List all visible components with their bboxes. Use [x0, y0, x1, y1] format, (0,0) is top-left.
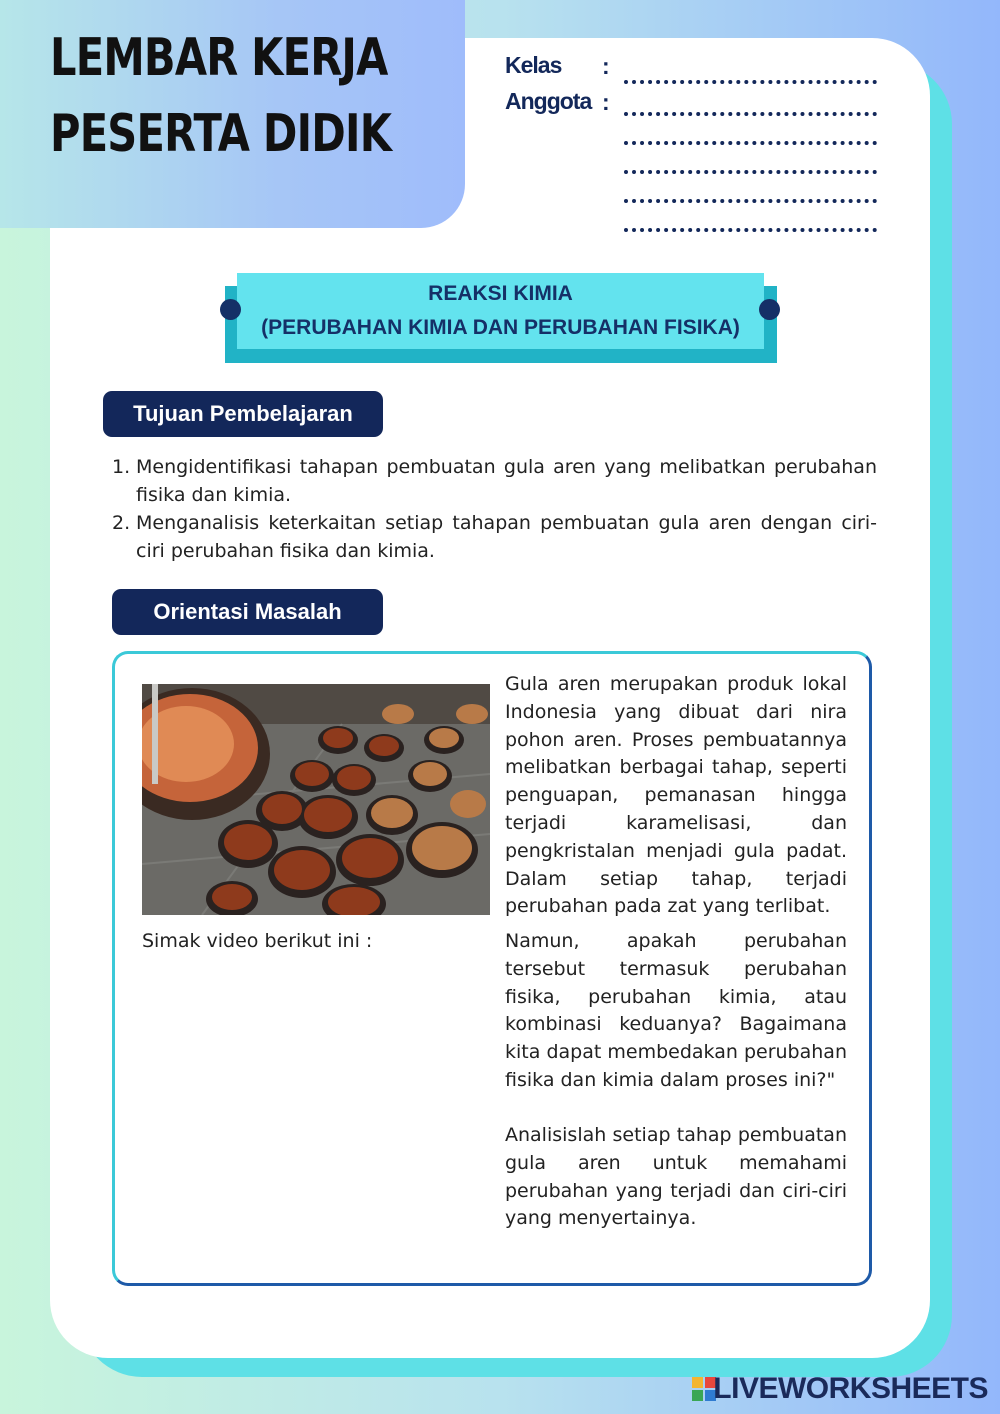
class-label: Kelas	[505, 52, 562, 78]
palm-sugar-photo	[142, 684, 490, 915]
members-field-4[interactable]	[624, 199, 877, 203]
title-line-1: LEMBAR KERJA	[50, 28, 388, 88]
members-field-1[interactable]	[624, 112, 877, 116]
objective-item: 2. Menganalisis keterkaitan setiap tahapan pembuatan gula aren dengan ciri-ciri perubahan fisika dan kimia.	[112, 512, 877, 562]
topic-banner	[237, 273, 764, 349]
title-line-2: PESERTA DIDIK	[50, 104, 392, 164]
video-caption: Simak video berikut ini :	[142, 930, 373, 952]
class-colon: :	[602, 53, 610, 79]
objectives-list	[112, 453, 877, 565]
liveworksheets-brand[interactable]: LIVEWORKSHEETS	[713, 1372, 988, 1405]
question-paragraph: Namun, apakah perubahan tersebut termasuk perubahan fisika, perubahan kimia, atau kombinasi keduanya? Bagaimana kita dapat membedakan perubahan fisika dan kimia dalam proses ini?"	[505, 930, 847, 1091]
orientation-heading: Orientasi Masalah	[112, 589, 383, 635]
members-label: Anggota	[505, 88, 592, 114]
class-field[interactable]	[624, 80, 877, 84]
title-box	[0, 0, 465, 228]
members-colon: :	[602, 89, 610, 115]
objective-item: 1. Mengidentifikasi tahapan pembuatan gula aren yang melibatkan perubahan fisika dan kimia.	[112, 456, 877, 506]
members-field-5[interactable]	[624, 228, 877, 232]
intro-paragraph: Gula aren merupakan produk lokal Indonesia yang dibuat dari nira pohon aren. Proses pembuatannya melibatkan berbagai tahap, seperti penguapan, pemanasan hingga terjadi karamelisasi, dan pengkristalan menjadi gula padat. Dalam setiap tahap, terjadi perubahan pada zat yang terlibat.	[505, 673, 847, 918]
members-field-2[interactable]	[624, 141, 877, 145]
banner-dot-right	[759, 299, 780, 320]
instruction-paragraph: Analisislah setiap tahap pembuatan gula aren untuk memahami perubahan yang terjadi dan ciri-ciri yang menyertainya.	[505, 1124, 847, 1230]
objectives-heading: Tujuan Pembelajaran	[103, 391, 383, 437]
palm-sugar-image	[142, 684, 490, 915]
topic-title: REAKSI KIMIA	[428, 282, 573, 305]
members-field-3[interactable]	[624, 170, 877, 174]
banner-dot-left	[220, 299, 241, 320]
topic-subtitle: (PERUBAHAN KIMIA DAN PERUBAHAN FISIKA)	[261, 316, 740, 339]
